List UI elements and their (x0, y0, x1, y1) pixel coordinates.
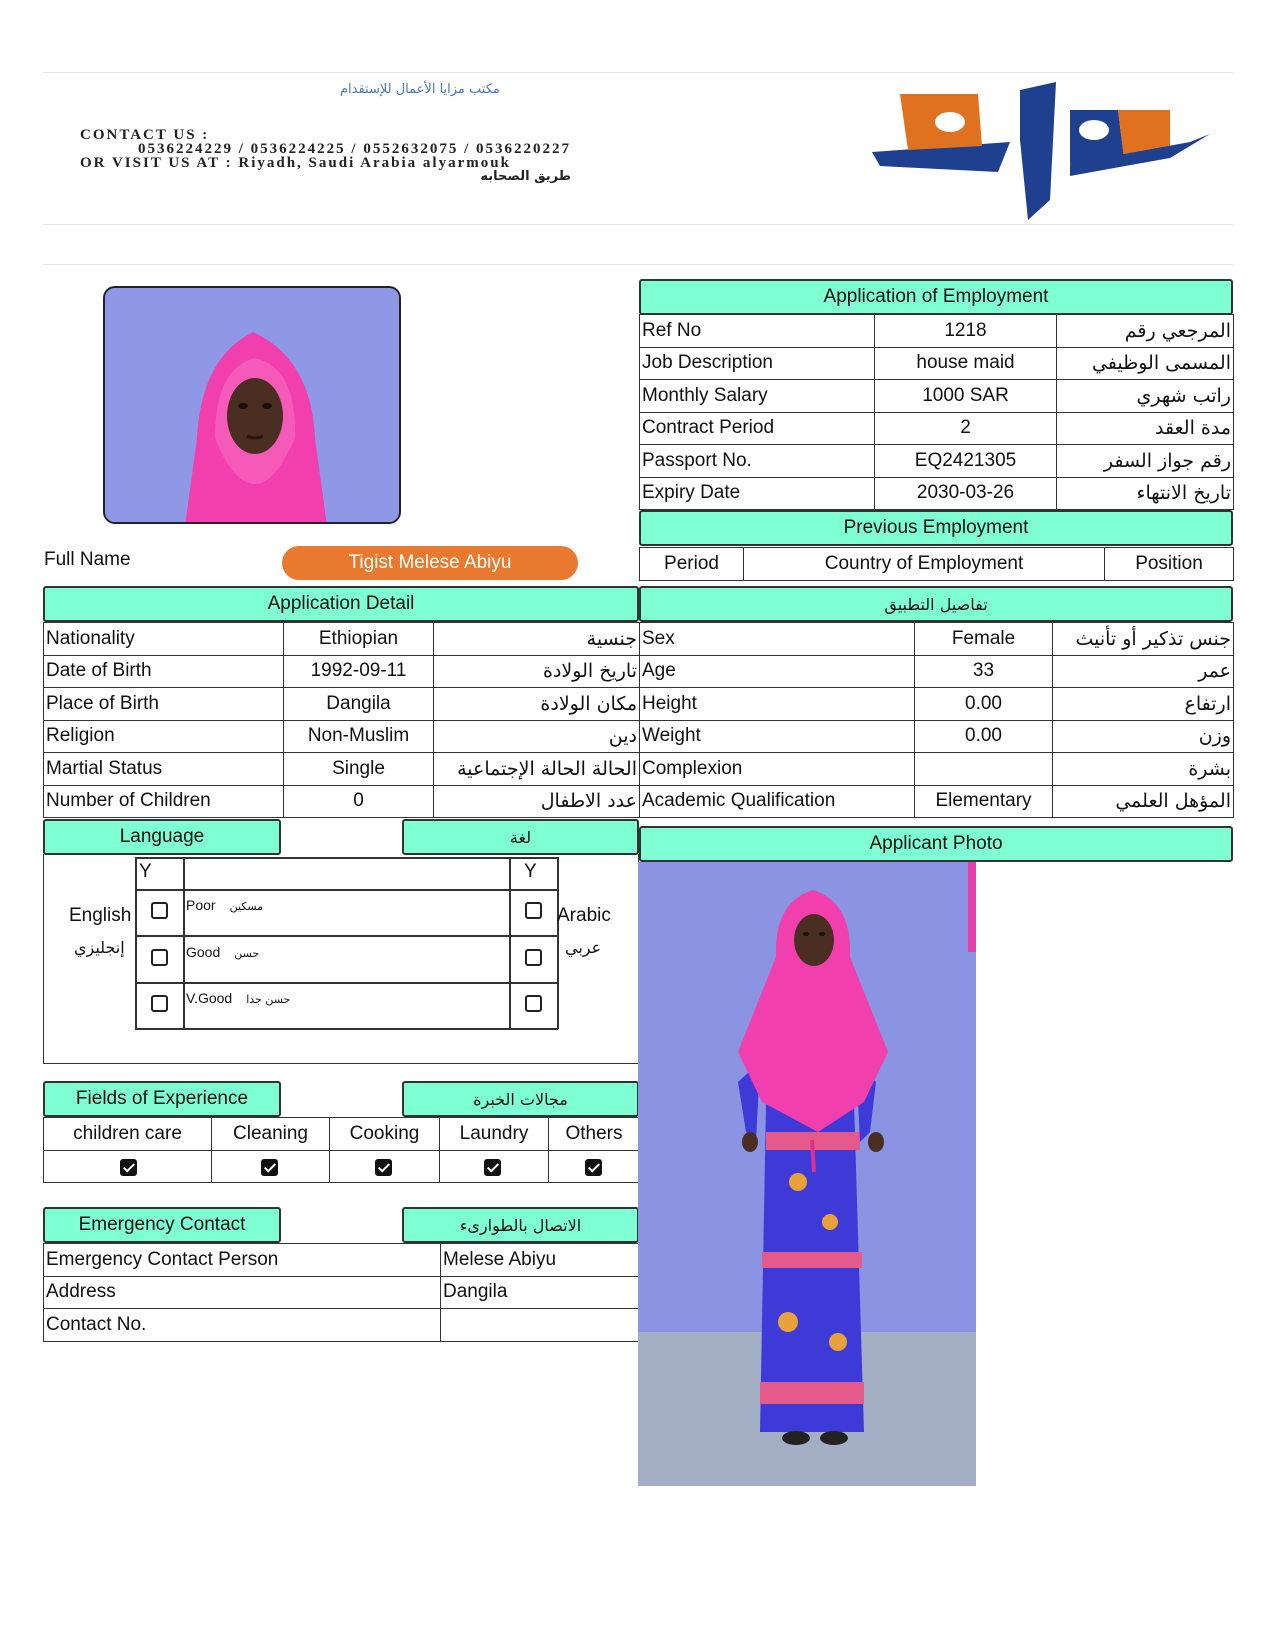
contact-visit: OR VISIT US AT : Riyadh, Saudi Arabia alyarmouk (80, 155, 511, 171)
english-y-header: Y (139, 861, 152, 882)
table-row (44, 623, 640, 656)
table-row (640, 380, 1234, 413)
portrait-photo (103, 286, 401, 524)
date-of-birth-label: Date of Birth (44, 655, 284, 688)
experience-others-label: Others (549, 1118, 640, 1151)
arabic-poor-checkbox[interactable] (525, 902, 542, 919)
expiry-date-label-ar: تاريخ الانتهاء (1057, 477, 1234, 510)
emergency-table (43, 1243, 640, 1342)
age-value: 33 (915, 655, 1053, 688)
arabic-label-ar: عربي (565, 938, 602, 957)
weight-value: 0.00 (915, 720, 1053, 753)
sex-value: Female (915, 623, 1053, 656)
language-grid-line (509, 857, 511, 1029)
full-name-value: Tigist Melese Abiyu (282, 546, 578, 580)
applicant-photo-title: Applicant Photo (639, 826, 1233, 862)
english-good-checkbox[interactable] (151, 949, 168, 966)
experience-title-ar: مجالات الخبرة (402, 1081, 639, 1117)
experience-children-care-cell (44, 1150, 212, 1183)
emergency-title: Emergency Contact (43, 1207, 281, 1243)
place-of-birth-label-ar: مكان الولادة (434, 688, 640, 721)
cleaning-checkbox[interactable] (261, 1159, 278, 1176)
emergency-contact-no-value (441, 1309, 640, 1342)
level-vgood-label: V.Good (186, 990, 233, 1006)
experience-laundry-cell (440, 1150, 549, 1183)
table-row (640, 445, 1234, 478)
number-of-children-label-ar: عدد الاطفال (434, 785, 640, 818)
table-row (44, 1150, 640, 1183)
full-name-label: Full Name (44, 549, 131, 570)
emergency-address-label: Address (44, 1276, 441, 1309)
ref-no-value: 1218 (875, 315, 1057, 348)
applicant-photo (638, 862, 976, 1486)
language-grid-line (557, 857, 559, 1029)
monthly-salary-label: Monthly Salary (640, 380, 875, 413)
level-poor-label-ar: مسكين (229, 900, 264, 913)
contact-street-arabic: طريق الصحابه (480, 169, 572, 184)
table-row (44, 1276, 640, 1309)
table-row (640, 477, 1234, 510)
application-detail-right-table (639, 622, 1234, 818)
header-top-rule (43, 72, 1233, 73)
office-name-arabic: مكتب مزايا الأعمال للإستقدام (340, 82, 500, 97)
table-row (640, 688, 1234, 721)
emergency-address-value: Dangila (441, 1276, 640, 1309)
experience-cleaning-cell (212, 1150, 330, 1183)
ref-no-label-ar: المرجعي رقم (1057, 315, 1234, 348)
ref-no-label: Ref No (640, 315, 875, 348)
emergency-person-value: Melese Abiyu (441, 1244, 640, 1277)
nationality-label: Nationality (44, 623, 284, 656)
table-row (640, 623, 1234, 656)
academic-qualification-label: Academic Qualification (640, 785, 915, 818)
weight-label: Weight (640, 720, 915, 753)
others-checkbox[interactable] (585, 1159, 602, 1176)
position-column-header: Position (1105, 548, 1234, 581)
religion-value: Non-Muslim (284, 720, 434, 753)
weight-label-ar: وزن (1053, 720, 1234, 753)
table-row (640, 753, 1234, 786)
language-grid-line (135, 857, 137, 1029)
number-of-children-value: 0 (284, 785, 434, 818)
english-label: English (69, 905, 132, 926)
monthly-salary-label-ar: راتب شهري (1057, 380, 1234, 413)
nationality-value: Ethiopian (284, 623, 434, 656)
arabic-label: Arabic (557, 905, 611, 926)
passport-no-label-ar: رقم جواز السفر (1057, 445, 1234, 478)
application-detail-title-ar: تفاصيل التطبيق (639, 586, 1233, 622)
country-column-header: Country of Employment (744, 548, 1105, 581)
table-header-row (640, 548, 1234, 581)
level-poor-label: Poor (186, 897, 216, 913)
contact-phones: 0536224229 / 0536224225 / 0552632075 / 0536220227 (138, 141, 572, 157)
job-description-label: Job Description (640, 347, 875, 380)
table-row (640, 785, 1234, 818)
contract-period-label-ar: مدة العقد (1057, 412, 1234, 445)
table-header-row (44, 1118, 640, 1151)
experience-children-care-label: children care (44, 1118, 212, 1151)
table-row (640, 347, 1234, 380)
experience-others-cell (549, 1150, 640, 1183)
height-value: 0.00 (915, 688, 1053, 721)
date-of-birth-label-ar: تاريخ الولادة (434, 655, 640, 688)
language-grid-line (135, 889, 558, 891)
emergency-contact-no-label: Contact No. (44, 1309, 441, 1342)
language-panel (43, 854, 639, 1064)
level-vgood-label-ar: حسن جدا (246, 993, 291, 1006)
experience-cleaning-label: Cleaning (212, 1118, 330, 1151)
religion-label: Religion (44, 720, 284, 753)
table-row (44, 785, 640, 818)
academic-qualification-label-ar: المؤهل العلمي (1053, 785, 1234, 818)
contract-period-label: Contract Period (640, 412, 875, 445)
emergency-person-label: Emergency Contact Person (44, 1244, 441, 1277)
number-of-children-label: Number of Children (44, 785, 284, 818)
language-grid-line (183, 857, 185, 1029)
table-row (640, 655, 1234, 688)
job-description-value: house maid (875, 347, 1057, 380)
arabic-good-checkbox[interactable] (525, 949, 542, 966)
experience-cooking-label: Cooking (330, 1118, 440, 1151)
language-grid-line (135, 935, 558, 937)
marital-status-label: Martial Status (44, 753, 284, 786)
table-row (44, 688, 640, 721)
laundry-checkbox[interactable] (484, 1159, 501, 1176)
employment-title: Application of Employment (639, 279, 1233, 315)
table-row (44, 720, 640, 753)
section-rule (43, 264, 1233, 265)
level-poor (186, 897, 263, 913)
experience-cooking-cell (330, 1150, 440, 1183)
application-detail-title: Application Detail (43, 586, 639, 622)
table-row (640, 720, 1234, 753)
language-grid-line (135, 982, 558, 984)
expiry-date-value: 2030-03-26 (875, 477, 1057, 510)
experience-table (43, 1117, 640, 1183)
sex-label-ar: جنس تذكير أو تأنيث (1053, 623, 1234, 656)
table-row (640, 315, 1234, 348)
complexion-value (915, 753, 1053, 786)
contact-block (80, 128, 571, 184)
expiry-date-label: Expiry Date (640, 477, 875, 510)
company-logo (870, 80, 1216, 220)
place-of-birth-label: Place of Birth (44, 688, 284, 721)
level-good-label: Good (186, 944, 221, 960)
emergency-title-ar: الاتصال بالطوارىء (402, 1207, 639, 1243)
height-label-ar: ارتفاع (1053, 688, 1234, 721)
table-row (44, 1309, 640, 1342)
arabic-vgood-checkbox[interactable] (525, 995, 542, 1012)
height-label: Height (640, 688, 915, 721)
experience-title: Fields of Experience (43, 1081, 281, 1117)
level-good (186, 944, 259, 960)
marital-status-label-ar: الحالة الحالة الإجتماعية (434, 753, 640, 786)
english-vgood-checkbox[interactable] (151, 995, 168, 1012)
previous-employment-table (639, 547, 1234, 581)
job-description-label-ar: المسمى الوظيفي (1057, 347, 1234, 380)
age-label: Age (640, 655, 915, 688)
header-bottom-rule (43, 224, 1233, 225)
contract-period-value: 2 (875, 412, 1057, 445)
sex-label: Sex (640, 623, 915, 656)
period-column-header: Period (640, 548, 744, 581)
academic-qualification-value: Elementary (915, 785, 1053, 818)
marital-status-value: Single (284, 753, 434, 786)
arabic-y-header: Y (524, 861, 537, 882)
date-of-birth-value: 1992-09-11 (284, 655, 434, 688)
english-poor-checkbox[interactable] (151, 902, 168, 919)
cooking-checkbox[interactable] (375, 1159, 392, 1176)
age-label-ar: عمر (1053, 655, 1234, 688)
language-grid-line (135, 1028, 558, 1030)
table-row (44, 655, 640, 688)
level-vgood (186, 990, 290, 1006)
table-row (640, 412, 1234, 445)
passport-no-label: Passport No. (640, 445, 875, 478)
contact-label: CONTACT US : (80, 127, 210, 143)
passport-no-value: EQ2421305 (875, 445, 1057, 478)
monthly-salary-value: 1000 SAR (875, 380, 1057, 413)
previous-employment-title: Previous Employment (639, 510, 1233, 546)
complexion-label: Complexion (640, 753, 915, 786)
religion-label-ar: دين (434, 720, 640, 753)
table-row (44, 753, 640, 786)
employment-table (639, 314, 1234, 510)
language-title-ar: لغة (402, 819, 639, 855)
language-grid-line (135, 857, 558, 859)
complexion-label-ar: بشرة (1053, 753, 1234, 786)
level-good-label-ar: حسن (234, 947, 260, 960)
children-care-checkbox[interactable] (120, 1159, 137, 1176)
application-detail-left-table (43, 622, 640, 818)
nationality-label-ar: جنسية (434, 623, 640, 656)
place-of-birth-value: Dangila (284, 688, 434, 721)
language-title: Language (43, 819, 281, 855)
table-row (44, 1244, 640, 1277)
english-label-ar: إنجليزي (74, 938, 125, 957)
experience-laundry-label: Laundry (440, 1118, 549, 1151)
